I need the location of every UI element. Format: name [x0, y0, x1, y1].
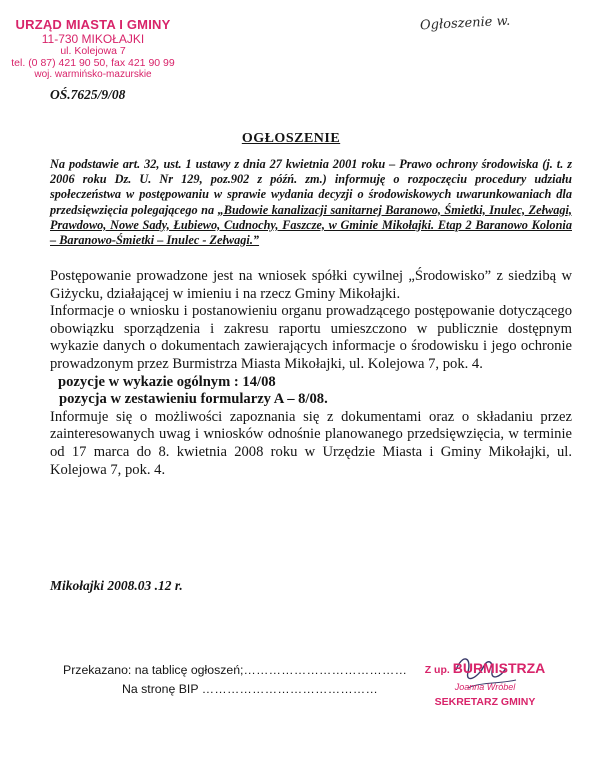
- project-name: „Budowie kanalizacji sanitarnej Baranowo, Śmietki, Inulec, Zełwagi, Prawdowo, Nowe Sady, Łubiewo, Cudnochy, Faszcze, w Gminie Mikołajki. Etap 2 Baranowo Kolonia – Baranowo-Śmietki – Inulec - Zełwagi.”: [50, 202, 572, 248]
- signature-stamp-name: Joanna Wróbel: [454, 682, 516, 692]
- signature-stamp-prefix: Z up.: [424, 664, 450, 676]
- register-position-forms: pozycja w zestawieniu formularzy A – 8/08.: [59, 391, 328, 408]
- handover-bip-label: Na stronę BIP: [122, 682, 199, 696]
- handover-section: [63, 661, 407, 699]
- announcement-body: [50, 268, 572, 479]
- office-stamp: [4, 18, 182, 81]
- stamp-voivodeship: woj. warmińsko-mazurskie: [34, 69, 152, 81]
- handover-noticeboard-row: [63, 661, 407, 680]
- signature-stamp-title: [420, 660, 550, 676]
- announcement-title: OGŁOSZENIE: [241, 131, 341, 146]
- paragraph-consultation: Informuje się o możliwości zapoznania się z dokumentami oraz o składaniu przez zainteresowanych uwag i wniosków odnośnie planowanego przedsięwzięcia, w terminie od 17 marca do 8. kwietnia 2008 roku w Urzędzie Miasta i Gminy Mikołajki, ul. Kolejowa 7, pok. 4.: [50, 408, 572, 478]
- stamp-office-name: URZĄD MIASTA I GMINY: [15, 17, 171, 32]
- document-number: OŚ.7625/9/08: [50, 87, 126, 102]
- stamp-postcode-city: 11-730 MIKOŁAJKI: [41, 31, 145, 46]
- register-position-general: pozycje w wykazie ogólnym : 14/08: [58, 373, 276, 390]
- paragraph-information: Informacje o wniosku i postanowieniu organu prowadzącego postępowanie dotyczącego obowiązku sporządzenia i zakresu raportu umieszczono w publicznie dostępnym wykazie danych o dokumentach zawierających informacje o środowisku i jego ochronie prowadzonym przez Burmistrza Miasta Mikołajki, ul. Kolejowa 7, pok. 4.: [50, 303, 572, 372]
- stamp-phone-fax: tel. (0 87) 421 90 50, fax 421 90 99: [11, 56, 175, 69]
- signature-stamp-role: SEKRETARZ GMINY: [434, 696, 536, 708]
- handover-noticeboard-label: Przekazano: na tablicę ogłoszeń;: [63, 663, 244, 677]
- signature-stamp: [420, 660, 550, 708]
- handover-noticeboard-dots: …………………………………: [243, 663, 408, 677]
- intro-main-text: Na podstawie art. 32, ust. 1 ustawy z dnia 27 kwietnia 2001 roku – Prawo ochrony środowiska (j. t. z 2006 roku Dz. U. Nr 129, poz.902 z późń. zm.) informuję o rozpoczęciu procedury udziału społeczeństwa w postępowaniu w sprawie wydania decyzji o środowiskowych uwarunkowaniach dla przedsięwzięcia polegającego na: [50, 157, 572, 217]
- signature-stamp-mayor: BURMISTRZA: [452, 660, 546, 676]
- handover-bip-dots: ……………………………………: [201, 682, 379, 696]
- paragraph-applicant: Postępowanie prowadzone jest na wniosek spółki cywilnej „Środowisko” z siedzibą w Giżycku, działającej w imieniu i na rzecz Gminy Mikołajki.: [50, 268, 572, 302]
- place-and-date: Mikołajki 2008.03 .12 r.: [50, 578, 183, 593]
- intro-paragraph: [50, 157, 572, 248]
- handwritten-note: Ogłoszenie w.: [419, 13, 511, 34]
- handover-bip-row: [63, 680, 407, 699]
- stamp-street: ul. Kolejowa 7: [60, 44, 126, 57]
